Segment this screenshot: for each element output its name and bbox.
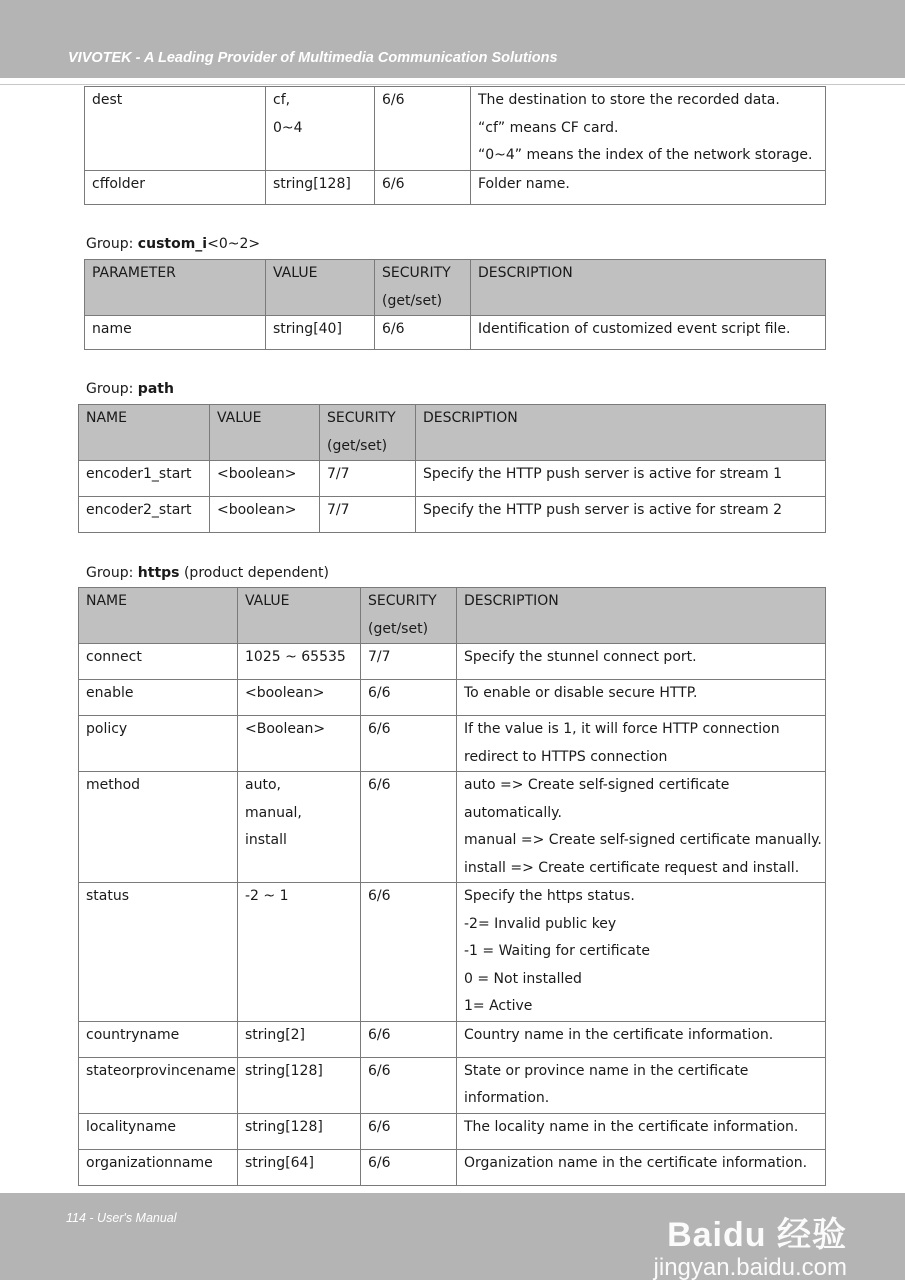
cell-value-text: <Boolean> bbox=[245, 721, 326, 737]
cell-value-text: <boolean> bbox=[217, 502, 297, 518]
cell-security bbox=[361, 1149, 457, 1185]
cell-security-text: 6/6 bbox=[368, 777, 391, 793]
cell-description-text: The locality name in the certificate information. bbox=[464, 1118, 799, 1135]
cell-value-text: string[40] bbox=[273, 321, 342, 337]
cell-description bbox=[457, 716, 826, 772]
table-header-row bbox=[85, 260, 826, 316]
cell-description-line: If the value is 1, it will force HTTP connection bbox=[464, 721, 780, 737]
cell-value-text: string[64] bbox=[245, 1154, 314, 1171]
cell-security bbox=[361, 644, 457, 680]
column-header-text: VALUE bbox=[273, 265, 318, 281]
column-header bbox=[361, 588, 457, 644]
cell-name bbox=[85, 316, 266, 350]
cell-description bbox=[457, 680, 826, 716]
cell-value-line: manual, bbox=[245, 804, 302, 821]
table-path bbox=[78, 404, 826, 533]
cell-security-text: 6/6 bbox=[368, 1154, 391, 1171]
page-header bbox=[0, 0, 905, 78]
cell-security-text: 7/7 bbox=[327, 466, 350, 482]
cell-description-text: Folder name. bbox=[478, 175, 570, 192]
cell-description-line: install => Create certificate request and install. bbox=[464, 859, 800, 876]
cell-security-text: 6/6 bbox=[368, 1026, 391, 1043]
cell-security bbox=[320, 497, 416, 533]
table-recording-continued bbox=[84, 86, 826, 205]
cell-description-text: Specify the HTTP push server is active for stream 1 bbox=[423, 466, 782, 482]
column-header bbox=[79, 588, 238, 644]
table-row bbox=[79, 1021, 826, 1057]
cell-security-text: 6/6 bbox=[382, 92, 405, 108]
cell-name bbox=[79, 1113, 238, 1149]
cell-description-line: Specify the https status. bbox=[464, 888, 635, 904]
column-header-line: (get/set) bbox=[382, 292, 443, 309]
table-row bbox=[79, 1057, 826, 1113]
cell-name bbox=[79, 461, 210, 497]
cell-name-text: method bbox=[86, 777, 141, 793]
table-row bbox=[79, 716, 826, 772]
cell-name-text: name bbox=[92, 321, 132, 337]
column-header bbox=[79, 405, 210, 461]
cell-value-text: string[2] bbox=[245, 1026, 306, 1043]
cell-name-text: connect bbox=[86, 649, 142, 665]
watermark-url: jingyan.baidu.com bbox=[653, 1254, 847, 1281]
cell-value bbox=[238, 644, 361, 680]
cell-description-line: 0 = Not installed bbox=[464, 970, 582, 987]
column-header-text: PARAMETER bbox=[92, 265, 176, 281]
cell-security-text: 7/7 bbox=[368, 649, 391, 665]
cell-name-text: cffolder bbox=[92, 175, 146, 192]
cell-value-text: 1025 ~ 65535 bbox=[245, 649, 346, 665]
cell-name bbox=[79, 497, 210, 533]
cell-security bbox=[361, 1021, 457, 1057]
cell-name bbox=[85, 87, 266, 171]
column-header bbox=[457, 588, 826, 644]
cell-value-line: 0~4 bbox=[273, 119, 303, 136]
cell-value bbox=[238, 716, 361, 772]
group-label-path: Group: path bbox=[86, 381, 174, 397]
cell-name bbox=[79, 716, 238, 772]
cell-name bbox=[79, 883, 238, 1022]
cell-security-text: 6/6 bbox=[368, 685, 391, 701]
cell-description-line: “0~4” means the index of the network storage. bbox=[478, 147, 813, 163]
column-header-text: NAME bbox=[86, 593, 127, 609]
column-header-line: SECURITY bbox=[382, 265, 451, 281]
cell-value bbox=[238, 1113, 361, 1149]
cell-name bbox=[79, 1057, 238, 1113]
cell-value bbox=[238, 1057, 361, 1113]
table-https bbox=[78, 587, 826, 1186]
cell-name-text: localityname bbox=[86, 1118, 176, 1135]
cell-security bbox=[361, 680, 457, 716]
cell-value bbox=[210, 461, 320, 497]
cell-security bbox=[375, 87, 471, 171]
cell-security bbox=[320, 461, 416, 497]
cell-description bbox=[457, 883, 826, 1022]
cell-description bbox=[457, 644, 826, 680]
column-header-line: SECURITY bbox=[368, 593, 437, 609]
cell-description-line: -1 = Waiting for certificate bbox=[464, 943, 650, 959]
cell-name-text: organizationname bbox=[86, 1154, 213, 1171]
column-header bbox=[320, 405, 416, 461]
cell-value-text: <boolean> bbox=[245, 685, 325, 701]
cell-name bbox=[79, 1021, 238, 1057]
cell-security-text: 6/6 bbox=[368, 888, 391, 904]
cell-description-text: Identification of customized event script file. bbox=[478, 321, 791, 337]
column-header-text: VALUE bbox=[217, 410, 262, 426]
table-row bbox=[79, 1149, 826, 1185]
cell-description-text: Organization name in the certificate information. bbox=[464, 1154, 808, 1171]
cell-name-text: policy bbox=[86, 721, 128, 737]
cell-value-line: install bbox=[245, 832, 287, 848]
table-row bbox=[79, 680, 826, 716]
column-header bbox=[416, 405, 826, 461]
table-row bbox=[85, 87, 826, 171]
cell-description bbox=[471, 316, 826, 350]
cell-value bbox=[238, 680, 361, 716]
cell-description-line: redirect to HTTPS connection bbox=[464, 748, 668, 765]
cell-name-text: enable bbox=[86, 685, 134, 701]
cell-security-text: 7/7 bbox=[327, 502, 350, 518]
cell-name bbox=[85, 170, 266, 204]
cell-description bbox=[457, 772, 826, 883]
cell-description-line: manual => Create self-signed certificate manually. bbox=[464, 832, 822, 848]
column-header bbox=[85, 260, 266, 316]
cell-value bbox=[266, 316, 375, 350]
group-label-custom: Group: custom_i<0~2> bbox=[86, 236, 261, 252]
cell-value bbox=[266, 170, 375, 204]
cell-name bbox=[79, 680, 238, 716]
cell-value bbox=[266, 87, 375, 171]
cell-description bbox=[457, 1149, 826, 1185]
cell-security bbox=[375, 170, 471, 204]
watermark-logo: Baidu 经验 bbox=[667, 1216, 847, 1254]
watermark bbox=[654, 1207, 847, 1282]
table-header-row bbox=[79, 588, 826, 644]
cell-description bbox=[471, 170, 826, 204]
column-header-text: DESCRIPTION bbox=[423, 410, 518, 426]
cell-name bbox=[79, 644, 238, 680]
cell-description-line: The destination to store the recorded data. bbox=[478, 92, 780, 108]
column-header-text: DESCRIPTION bbox=[464, 593, 559, 609]
column-header-line: (get/set) bbox=[368, 620, 429, 637]
group-name: custom_i bbox=[137, 236, 208, 252]
cell-value-text: <boolean> bbox=[217, 466, 297, 482]
cell-name-text: stateorprovincename bbox=[86, 1062, 236, 1079]
cell-name-text: status bbox=[86, 888, 130, 904]
group-name: path bbox=[137, 381, 174, 397]
table-row bbox=[79, 883, 826, 1022]
table-row bbox=[79, 461, 826, 497]
column-header bbox=[210, 405, 320, 461]
cell-description-line: auto => Create self-signed certificate bbox=[464, 777, 730, 793]
cell-security-text: 6/6 bbox=[368, 1118, 391, 1135]
cell-value-text: string[128] bbox=[245, 1118, 323, 1135]
cell-security-text: 6/6 bbox=[368, 1062, 391, 1079]
cell-value bbox=[238, 772, 361, 883]
cell-description-text: To enable or disable secure HTTP. bbox=[464, 685, 698, 701]
cell-security bbox=[361, 1113, 457, 1149]
cell-description-text: Country name in the certificate information. bbox=[464, 1026, 774, 1043]
cell-value bbox=[238, 1021, 361, 1057]
column-header bbox=[375, 260, 471, 316]
group-label-https: Group: https (product dependent) bbox=[86, 565, 329, 581]
cell-value bbox=[238, 883, 361, 1022]
cell-security bbox=[361, 716, 457, 772]
cell-description bbox=[457, 1113, 826, 1149]
cell-name-text: countryname bbox=[86, 1026, 180, 1043]
cell-description-line: “cf” means CF card. bbox=[478, 119, 619, 136]
cell-security-text: 6/6 bbox=[368, 721, 391, 737]
table-row bbox=[85, 170, 826, 204]
cell-value-line: cf, bbox=[273, 92, 291, 108]
cell-name bbox=[79, 1149, 238, 1185]
table-row bbox=[79, 644, 826, 680]
cell-security bbox=[361, 883, 457, 1022]
cell-description-line: information. bbox=[464, 1090, 550, 1106]
cell-description-line: automatically. bbox=[464, 804, 562, 821]
cell-value bbox=[210, 497, 320, 533]
cell-security bbox=[361, 772, 457, 883]
cell-description bbox=[416, 461, 826, 497]
cell-security bbox=[375, 316, 471, 350]
cell-description-line: 1= Active bbox=[464, 998, 533, 1014]
page-footer bbox=[0, 1193, 905, 1280]
cell-description-line: -2= Invalid public key bbox=[464, 915, 617, 932]
cell-value-text: string[128] bbox=[245, 1062, 323, 1079]
cell-description-text: Specify the HTTP push server is active for stream 2 bbox=[423, 502, 782, 518]
header-divider bbox=[0, 84, 905, 85]
table-header-row bbox=[79, 405, 826, 461]
column-header bbox=[266, 260, 375, 316]
cell-value-text: string[128] bbox=[273, 175, 351, 192]
cell-description-text: Specify the stunnel connect port. bbox=[464, 649, 697, 665]
cell-value-text: -2 ~ 1 bbox=[245, 888, 289, 904]
column-header-text: NAME bbox=[86, 410, 127, 426]
cell-description bbox=[457, 1057, 826, 1113]
cell-security-text: 6/6 bbox=[382, 321, 405, 337]
group-name: https bbox=[137, 565, 180, 581]
cell-name bbox=[79, 772, 238, 883]
cell-value bbox=[238, 1149, 361, 1185]
table-row bbox=[79, 772, 826, 883]
column-header bbox=[238, 588, 361, 644]
cell-description bbox=[471, 87, 826, 171]
column-header-text: VALUE bbox=[245, 593, 290, 609]
cell-description bbox=[457, 1021, 826, 1057]
table-row bbox=[85, 316, 826, 350]
column-header bbox=[471, 260, 826, 316]
cell-description-line: State or province name in the certificate bbox=[464, 1062, 749, 1079]
cell-name-text: dest bbox=[92, 92, 123, 108]
table-row bbox=[79, 1113, 826, 1149]
header-title: VIVOTEK - A Leading Provider of Multimedia Communication Solutions bbox=[68, 50, 558, 66]
cell-name-text: encoder1_start bbox=[86, 466, 192, 482]
cell-security bbox=[361, 1057, 457, 1113]
column-header-text: DESCRIPTION bbox=[478, 265, 573, 281]
cell-value-line: auto, bbox=[245, 777, 281, 793]
cell-description bbox=[416, 497, 826, 533]
cell-security-text: 6/6 bbox=[382, 175, 405, 192]
column-header-line: SECURITY bbox=[327, 410, 396, 426]
column-header-line: (get/set) bbox=[327, 437, 388, 454]
page-number: 114 - User's Manual bbox=[66, 1211, 177, 1225]
table-row bbox=[79, 497, 826, 533]
table-custom bbox=[84, 259, 826, 350]
cell-name-text: encoder2_start bbox=[86, 502, 192, 518]
